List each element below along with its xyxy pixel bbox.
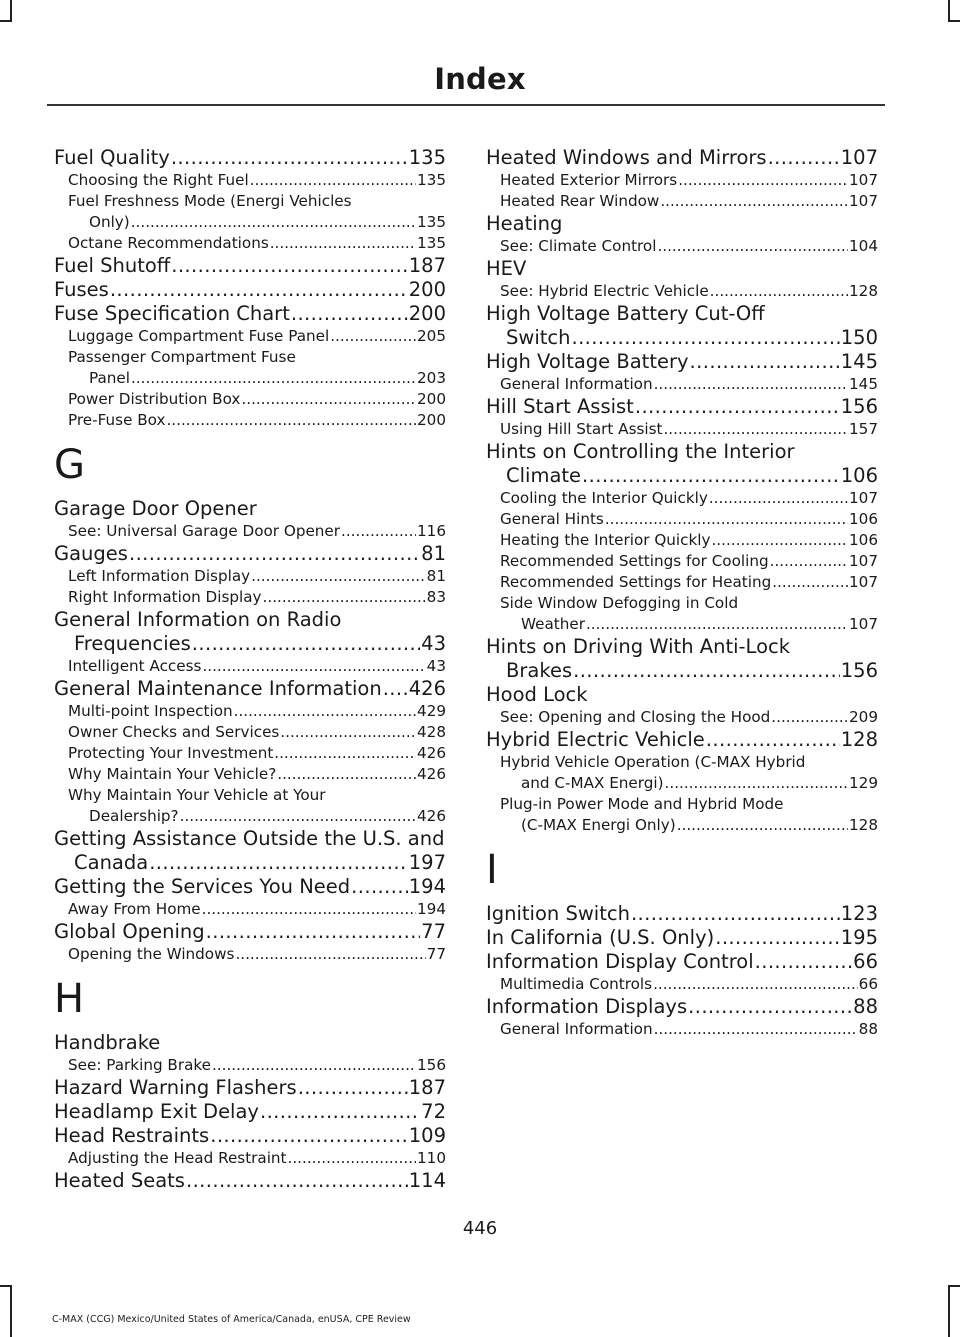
index-entry-heading[interactable]: Hints on Driving With Anti-Lock — [486, 635, 791, 658]
entry-label: Owner Checks and Services — [68, 723, 280, 741]
index-entry[interactable] — [54, 302, 446, 326]
leader-dots — [250, 170, 416, 191]
entry-label: Power Distribution Box — [68, 390, 241, 408]
entry-label: Head Restraints — [54, 1124, 210, 1147]
entry-page-number: 43 — [421, 632, 446, 655]
leader-dots — [202, 899, 416, 920]
entry-page-number: 203 — [417, 369, 446, 387]
leader-dots — [171, 254, 408, 278]
leader-dots — [768, 146, 840, 170]
index-subentry[interactable] — [54, 170, 446, 191]
index-subentry[interactable] — [54, 212, 446, 233]
index-entry[interactable] — [486, 350, 878, 374]
entry-label: Fuel Quality — [54, 146, 170, 169]
crop-mark-bottom-right — [948, 1285, 950, 1337]
entry-page-number: 43 — [426, 657, 446, 675]
index-subentry[interactable] — [486, 974, 878, 995]
index-subentry-heading[interactable]: Why Maintain Your Vehicle at Your — [68, 786, 326, 804]
leader-dots — [129, 542, 420, 566]
leader-dots — [210, 1124, 408, 1148]
entry-page-number: 200 — [408, 278, 446, 301]
leader-dots — [665, 773, 848, 794]
leader-dots — [149, 851, 408, 875]
index-subentry[interactable] — [486, 614, 878, 635]
entry-label: Octane Recommendations — [68, 234, 269, 252]
leader-dots — [288, 1148, 416, 1169]
index-entry[interactable] — [54, 677, 446, 701]
leader-dots — [690, 350, 840, 374]
entry-label: General Information — [500, 375, 653, 393]
entry-page-number: 426 — [417, 765, 446, 783]
entry-label: Left Information Display — [68, 567, 251, 585]
index-entry[interactable] — [486, 728, 878, 752]
index-subentry[interactable] — [486, 488, 878, 509]
leader-dots — [234, 701, 416, 722]
entry-label: Cooling the Interior Quickly — [500, 489, 708, 507]
entry-page-number: 83 — [426, 588, 446, 606]
index-entry-heading[interactable]: General Information on Radio — [54, 608, 342, 631]
index-entry-heading[interactable]: High Voltage Battery Cut-Off — [486, 302, 765, 325]
leader-dots — [131, 368, 416, 389]
entry-label: Canada — [74, 851, 149, 874]
leader-dots — [277, 764, 416, 785]
entry-label: Using Hill Start Assist — [500, 420, 663, 438]
entry-page-number: 200 — [408, 302, 446, 325]
entry-label: See: Hybrid Electric Vehicle — [500, 282, 709, 300]
entry-page-number: 107 — [849, 573, 878, 591]
index-subentry[interactable] — [54, 1055, 446, 1076]
index-subentry[interactable] — [54, 764, 446, 785]
leader-dots — [241, 389, 416, 410]
index-entry[interactable] — [54, 920, 446, 944]
crop-mark-bottom-left — [10, 1285, 12, 1337]
leader-dots — [251, 566, 426, 587]
index-subentry[interactable] — [486, 572, 878, 593]
entry-page-number: 194 — [408, 875, 446, 898]
leader-dots — [573, 659, 840, 683]
leader-dots — [212, 1055, 416, 1076]
entry-label: Why Maintain Your Vehicle? — [68, 765, 277, 783]
entry-page-number: 195 — [840, 926, 878, 949]
entry-label: Heated Rear Window — [500, 192, 660, 210]
index-subentry[interactable] — [486, 1019, 878, 1040]
entry-page-number: 429 — [417, 702, 446, 720]
index-entry[interactable] — [54, 875, 446, 899]
leader-dots — [677, 815, 848, 836]
index-entry-heading[interactable]: Heating — [486, 212, 563, 235]
index-subentry[interactable] — [486, 191, 878, 212]
entry-page-number: 106 — [849, 531, 878, 549]
index-subentry[interactable] — [54, 521, 446, 542]
index-subentry[interactable] — [486, 170, 878, 191]
entry-page-number: 428 — [417, 723, 446, 741]
entry-page-number: 66 — [853, 950, 878, 973]
entry-page-number: 123 — [840, 902, 878, 925]
index-entry[interactable] — [486, 995, 878, 1019]
entry-label: Intelligent Access — [68, 657, 202, 675]
index-entry[interactable] — [486, 464, 878, 488]
entry-page-number: 135 — [417, 234, 446, 252]
leader-dots — [260, 1100, 420, 1124]
entry-page-number: 197 — [408, 851, 446, 874]
index-subentry[interactable] — [54, 701, 446, 722]
entry-label: Panel — [89, 369, 130, 387]
leader-dots — [631, 902, 840, 926]
index-subentry[interactable] — [54, 656, 446, 677]
footer-text: C-MAX (CCG) Mexico/United States of America/Canada, enUSA, CPE Review — [52, 1314, 411, 1325]
leader-dots — [202, 656, 425, 677]
index-column-left — [54, 146, 446, 1193]
leader-dots — [110, 278, 408, 302]
index-subentry-heading[interactable]: Fuel Freshness Mode (Energi Vehicles — [68, 192, 352, 210]
leader-dots — [663, 419, 848, 440]
entry-page-number: 426 — [417, 807, 446, 825]
entry-page-number: 107 — [849, 615, 878, 633]
leader-dots — [186, 1169, 408, 1193]
entry-label: General Maintenance Information — [54, 677, 382, 700]
leader-dots — [771, 707, 848, 728]
crop-mark-bottom-left-h — [0, 1285, 12, 1287]
index-entry[interactable] — [486, 950, 878, 974]
entry-page-number: 426 — [408, 677, 446, 700]
leader-dots — [770, 551, 848, 572]
section-letter: G — [54, 442, 85, 488]
entry-label: See: Parking Brake — [68, 1056, 211, 1074]
leader-dots — [298, 1076, 408, 1100]
entry-page-number: 145 — [849, 375, 878, 393]
entry-page-number: 110 — [417, 1149, 446, 1167]
entry-label: Away From Home — [68, 900, 201, 918]
entry-page-number: 187 — [408, 254, 446, 277]
entry-page-number: 106 — [849, 510, 878, 528]
index-subentry[interactable] — [54, 410, 446, 431]
index-subentry[interactable] — [54, 944, 446, 965]
entry-page-number: 109 — [408, 1124, 446, 1147]
entry-page-number: 81 — [421, 542, 446, 565]
entry-label: Global Opening — [54, 920, 205, 943]
index-column-right — [486, 146, 878, 1040]
leader-dots — [166, 410, 416, 431]
index-entry-heading[interactable]: Hood Lock — [486, 683, 588, 706]
leader-dots — [171, 146, 408, 170]
index-subentry-heading[interactable]: Side Window Defogging in Cold — [500, 594, 739, 612]
entry-label: Information Displays — [486, 995, 688, 1018]
entry-page-number: 106 — [840, 464, 878, 487]
page-title: Index — [434, 62, 526, 96]
leader-dots — [330, 326, 416, 347]
index-entry[interactable] — [54, 851, 446, 875]
entry-page-number: 128 — [849, 816, 878, 834]
entry-label: Heated Exterior Mirrors — [500, 171, 678, 189]
entry-label: Protecting Your Investment — [68, 744, 274, 762]
entry-page-number: 107 — [849, 192, 878, 210]
leader-dots — [582, 464, 840, 488]
leader-dots — [571, 326, 839, 350]
entry-label: Choosing the Right Fuel — [68, 171, 249, 189]
entry-label: Only) — [89, 213, 130, 231]
entry-page-number: 200 — [417, 390, 446, 408]
entry-label: Recommended Settings for Cooling — [500, 552, 769, 570]
entry-page-number: 107 — [840, 146, 878, 169]
leader-dots — [711, 530, 848, 551]
index-entry[interactable] — [54, 1169, 446, 1193]
entry-page-number: 156 — [417, 1056, 446, 1074]
leader-dots — [263, 587, 426, 608]
entry-label: See: Climate Control — [500, 237, 657, 255]
section-letter: I — [486, 847, 498, 893]
entry-label: General Hints — [500, 510, 604, 528]
entry-label: Switch — [506, 326, 571, 349]
index-subentry[interactable] — [54, 806, 446, 827]
entry-label: In California (U.S. Only) — [486, 926, 715, 949]
index-subentry[interactable] — [486, 374, 878, 395]
entry-page-number: 135 — [417, 213, 446, 231]
entry-page-number: 200 — [417, 411, 446, 429]
index-entry[interactable] — [486, 146, 878, 170]
index-entry[interactable] — [54, 632, 446, 656]
entry-page-number: 156 — [840, 395, 878, 418]
entry-page-number: 156 — [840, 659, 878, 682]
leader-dots — [291, 302, 408, 326]
index-entry[interactable] — [54, 146, 446, 170]
leader-dots — [192, 632, 420, 656]
entry-page-number: 77 — [421, 920, 446, 943]
entry-page-number: 129 — [849, 774, 878, 792]
leader-dots — [688, 995, 852, 1019]
entry-label: Luggage Compartment Fuse Panel — [68, 327, 330, 345]
entry-page-number: 205 — [417, 327, 446, 345]
entry-page-number: 157 — [849, 420, 878, 438]
index-subentry[interactable] — [54, 587, 446, 608]
section-letter: H — [54, 976, 85, 1022]
index-subentry[interactable] — [486, 815, 878, 836]
entry-label: Frequencies — [74, 632, 191, 655]
leader-dots — [654, 1019, 858, 1040]
header-rule — [47, 104, 885, 106]
entry-label: Headlamp Exit Delay — [54, 1100, 259, 1123]
index-entry[interactable] — [54, 254, 446, 278]
entry-label: See: Opening and Closing the Hood — [500, 708, 771, 726]
index-entry[interactable] — [54, 278, 446, 302]
entry-label: Getting the Services You Need — [54, 875, 351, 898]
crop-mark-top-right-h — [948, 20, 960, 22]
leader-dots — [131, 212, 416, 233]
entry-page-number: 135 — [417, 171, 446, 189]
entry-page-number: 116 — [417, 522, 446, 540]
entry-page-number: 72 — [421, 1100, 446, 1123]
index-entry[interactable] — [54, 1076, 446, 1100]
entry-page-number: 107 — [849, 552, 878, 570]
leader-dots — [654, 374, 848, 395]
entry-label: Fuses — [54, 278, 109, 301]
entry-label: Fuel Shutoff — [54, 254, 171, 277]
index-subentry[interactable] — [54, 743, 446, 764]
entry-label: Gauges — [54, 542, 128, 565]
crop-mark-top-right — [948, 0, 950, 22]
entry-page-number: 145 — [840, 350, 878, 373]
entry-page-number: 88 — [853, 995, 878, 1018]
index-entry-heading[interactable]: HEV — [486, 257, 527, 280]
entry-page-number: 107 — [849, 489, 878, 507]
entry-label: Hazard Warning Flashers — [54, 1076, 297, 1099]
entry-page-number: 187 — [408, 1076, 446, 1099]
index-subentry-heading[interactable]: Hybrid Vehicle Operation (C-MAX Hybrid — [500, 753, 806, 771]
leader-dots — [715, 926, 840, 950]
entry-label: (C-MAX Energi Only) — [521, 816, 676, 834]
entry-page-number: 66 — [858, 975, 878, 993]
index-subentry[interactable] — [486, 236, 878, 257]
leader-dots — [653, 974, 858, 995]
leader-dots — [706, 728, 840, 752]
entry-page-number: 128 — [849, 282, 878, 300]
entry-page-number: 128 — [840, 728, 878, 751]
entry-label: See: Universal Garage Door Opener — [68, 522, 341, 540]
index-entry[interactable] — [486, 902, 878, 926]
leader-dots — [709, 488, 848, 509]
index-entry-heading[interactable]: Garage Door Opener — [54, 497, 257, 520]
leader-dots — [657, 236, 848, 257]
index-subentry[interactable] — [486, 773, 878, 794]
leader-dots — [586, 614, 848, 635]
leader-dots — [660, 191, 848, 212]
entry-label: General Information — [500, 1020, 653, 1038]
leader-dots — [274, 743, 416, 764]
index-subentry[interactable] — [54, 326, 446, 347]
entry-label: and C-MAX Energi) — [521, 774, 664, 792]
crop-mark-top-left-h — [0, 20, 12, 22]
leader-dots — [678, 170, 848, 191]
leader-dots — [180, 806, 416, 827]
entry-page-number: 194 — [417, 900, 446, 918]
entry-page-number: 81 — [426, 567, 446, 585]
index-subentry-heading[interactable]: Plug-in Power Mode and Hybrid Mode — [500, 795, 784, 813]
index-subentry[interactable] — [54, 233, 446, 254]
index-subentry[interactable] — [486, 509, 878, 530]
index-subentry[interactable] — [486, 530, 878, 551]
index-subentry[interactable] — [54, 368, 446, 389]
entry-page-number: 150 — [840, 326, 878, 349]
page-number: 446 — [462, 1218, 498, 1239]
entry-page-number: 135 — [408, 146, 446, 169]
entry-page-number: 114 — [408, 1169, 446, 1192]
index-entry-heading[interactable]: Getting Assistance Outside the U.S. and — [54, 827, 445, 850]
entry-label: Adjusting the Head Restraint — [68, 1149, 287, 1167]
entry-label: Recommended Settings for Heating — [500, 573, 772, 591]
leader-dots — [280, 722, 416, 743]
index-subentry[interactable] — [54, 722, 446, 743]
entry-label: Hill Start Assist — [486, 395, 634, 418]
leader-dots — [341, 521, 416, 542]
entry-label: Brakes — [506, 659, 573, 682]
leader-dots — [235, 944, 425, 965]
leader-dots — [270, 233, 416, 254]
leader-dots — [605, 509, 848, 530]
entry-label: Opening the Windows — [68, 945, 235, 963]
entry-page-number: 209 — [849, 708, 878, 726]
leader-dots — [772, 572, 848, 593]
entry-label: Right Information Display — [68, 588, 262, 606]
entry-page-number: 426 — [417, 744, 446, 762]
entry-page-number: 77 — [426, 945, 446, 963]
entry-page-number: 88 — [858, 1020, 878, 1038]
entry-label: Hybrid Electric Vehicle — [486, 728, 705, 751]
index-subentry[interactable] — [486, 551, 878, 572]
index-subentry[interactable] — [486, 281, 878, 302]
crop-mark-top-left — [10, 0, 12, 22]
index-entry[interactable] — [486, 395, 878, 419]
leader-dots — [351, 875, 408, 899]
entry-label: Information Display Control — [486, 950, 754, 973]
index-subentry[interactable] — [486, 419, 878, 440]
leader-dots — [755, 950, 853, 974]
leader-dots — [635, 395, 840, 419]
index-entry[interactable] — [54, 1124, 446, 1148]
entry-label: High Voltage Battery — [486, 350, 689, 373]
index-entry-heading[interactable]: Handbrake — [54, 1031, 161, 1054]
entry-page-number: 104 — [849, 237, 878, 255]
entry-label: Heating the Interior Quickly — [500, 531, 711, 549]
entry-label: Climate — [506, 464, 582, 487]
index-subentry[interactable] — [54, 389, 446, 410]
entry-label: Pre-Fuse Box — [68, 411, 166, 429]
index-entry[interactable] — [486, 326, 878, 350]
index-subentry[interactable] — [54, 1148, 446, 1169]
entry-label: Weather — [521, 615, 585, 633]
crop-mark-bottom-right-h — [948, 1285, 960, 1287]
leader-dots — [206, 920, 421, 944]
entry-label: Multi-point Inspection — [68, 702, 233, 720]
index-entry-heading[interactable]: Hints on Controlling the Interior — [486, 440, 795, 463]
index-entry[interactable] — [486, 926, 878, 950]
index-entry[interactable] — [54, 542, 446, 566]
index-subentry-heading[interactable]: Passenger Compartment Fuse — [68, 348, 296, 366]
entry-label: Multimedia Controls — [500, 975, 653, 993]
entry-page-number: 107 — [849, 171, 878, 189]
index-subentry[interactable] — [54, 566, 446, 587]
index-entry[interactable] — [54, 1100, 446, 1124]
leader-dots — [383, 677, 408, 701]
entry-label: Heated Windows and Mirrors — [486, 146, 767, 169]
index-entry[interactable] — [486, 659, 878, 683]
leader-dots — [710, 281, 848, 302]
entry-label: Dealership? — [89, 807, 179, 825]
entry-label: Ignition Switch — [486, 902, 630, 925]
index-subentry[interactable] — [486, 707, 878, 728]
entry-label: Fuse Specification Chart — [54, 302, 290, 325]
index-subentry[interactable] — [54, 899, 446, 920]
entry-label: Heated Seats — [54, 1169, 185, 1192]
